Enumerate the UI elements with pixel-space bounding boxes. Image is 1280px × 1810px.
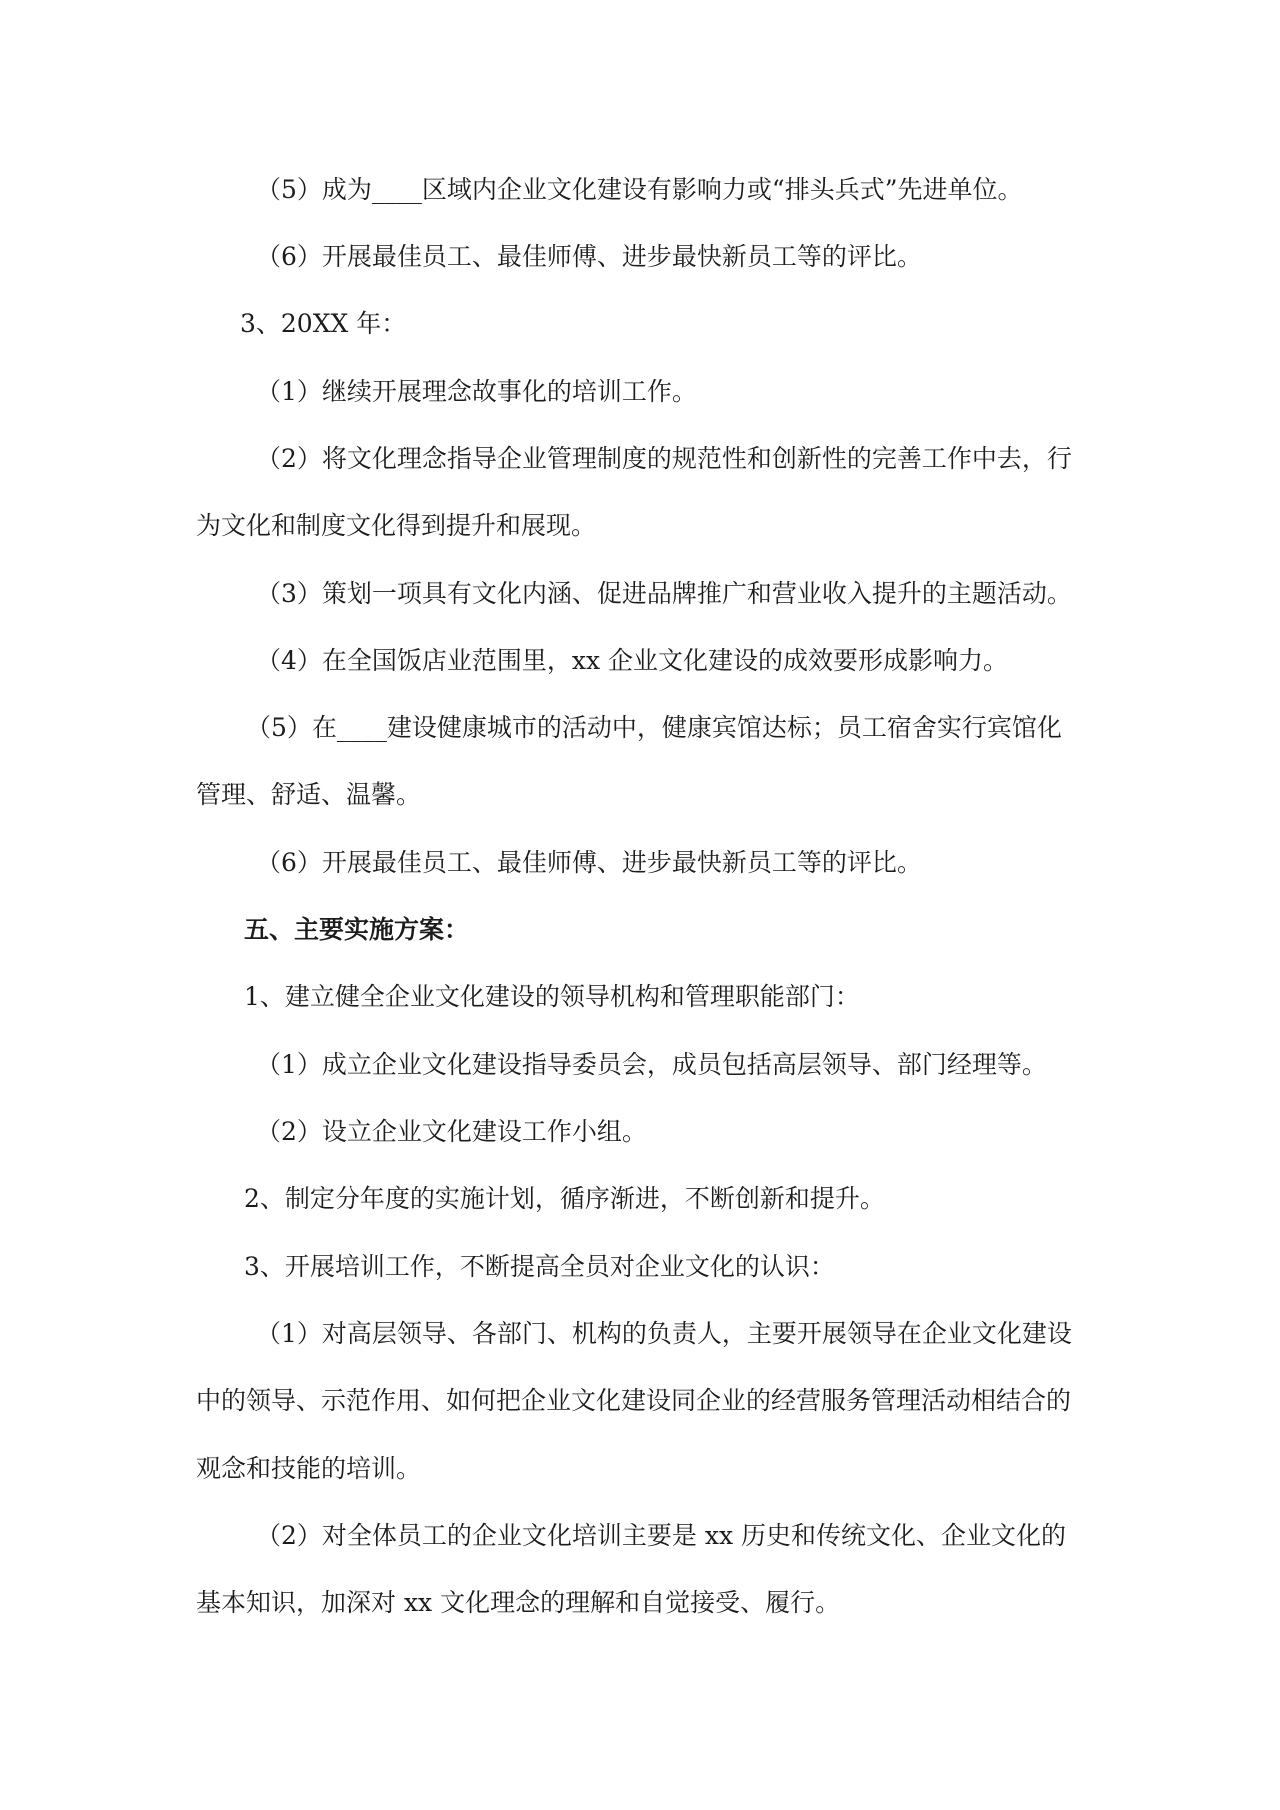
paragraph-line: （6）开展最佳员工、最佳师傅、进步最快新员工等的评比。: [256, 242, 922, 271]
paragraph-line: （2）将文化理念指导企业管理制度的规范性和创新性的完善工作中去，行: [256, 444, 1072, 473]
paragraph-line: 基本知识，加深对 xx 文化理念的理解和自觉接受、履行。: [196, 1588, 841, 1617]
paragraph-line: 2、制定分年度的实施计划，循序渐进，不断创新和提升。: [244, 1184, 885, 1213]
section-heading-bold: 五、主要实施方案：: [244, 915, 470, 944]
paragraph-line: （2）对全体员工的企业文化培训主要是 xx 历史和传统文化、企业文化的: [256, 1521, 1067, 1550]
paragraph-line: （5）成为____区域内企业文化建设有影响力或“排头兵式”先进单位。: [256, 175, 1023, 204]
paragraph-line: 管理、舒适、温馨。: [196, 780, 422, 809]
paragraph-line: 中的领导、示范作用、如何把企业文化建设同企业的经营服务管理活动相结合的: [196, 1386, 1072, 1415]
section-heading: 3、20XX 年：: [240, 309, 407, 338]
paragraph-line: （5）在____建设健康城市的活动中，健康宾馆达标；员工宿舍实行宾馆化: [246, 713, 1062, 742]
paragraph-line: （4）在全国饭店业范围里，xx 企业文化建设的成效要形成影响力。: [256, 646, 1009, 675]
paragraph-line: （2）设立企业文化建设工作小组。: [256, 1117, 647, 1146]
paragraph-line: （6）开展最佳员工、最佳师傅、进步最快新员工等的评比。: [256, 848, 922, 877]
paragraph-line: （1）成立企业文化建设指导委员会，成员包括高层领导、部门经理等。: [256, 1050, 1047, 1079]
paragraph-line: 观念和技能的培训。: [196, 1454, 422, 1483]
paragraph-line: 为文化和制度文化得到提升和展现。: [196, 511, 597, 540]
paragraph-line: （3）策划一项具有文化内涵、促进品牌推广和营业收入提升的主题活动。: [256, 579, 1072, 608]
paragraph-line: 1、建立健全企业文化建设的领导机构和管理职能部门：: [244, 982, 860, 1011]
paragraph-line: （1）继续开展理念故事化的培训工作。: [256, 377, 697, 406]
paragraph-line: （1）对高层领导、各部门、机构的负责人，主要开展领导在企业文化建设: [256, 1319, 1072, 1348]
paragraph-line: 3、开展培训工作，不断提高全员对企业文化的认识：: [244, 1252, 835, 1281]
